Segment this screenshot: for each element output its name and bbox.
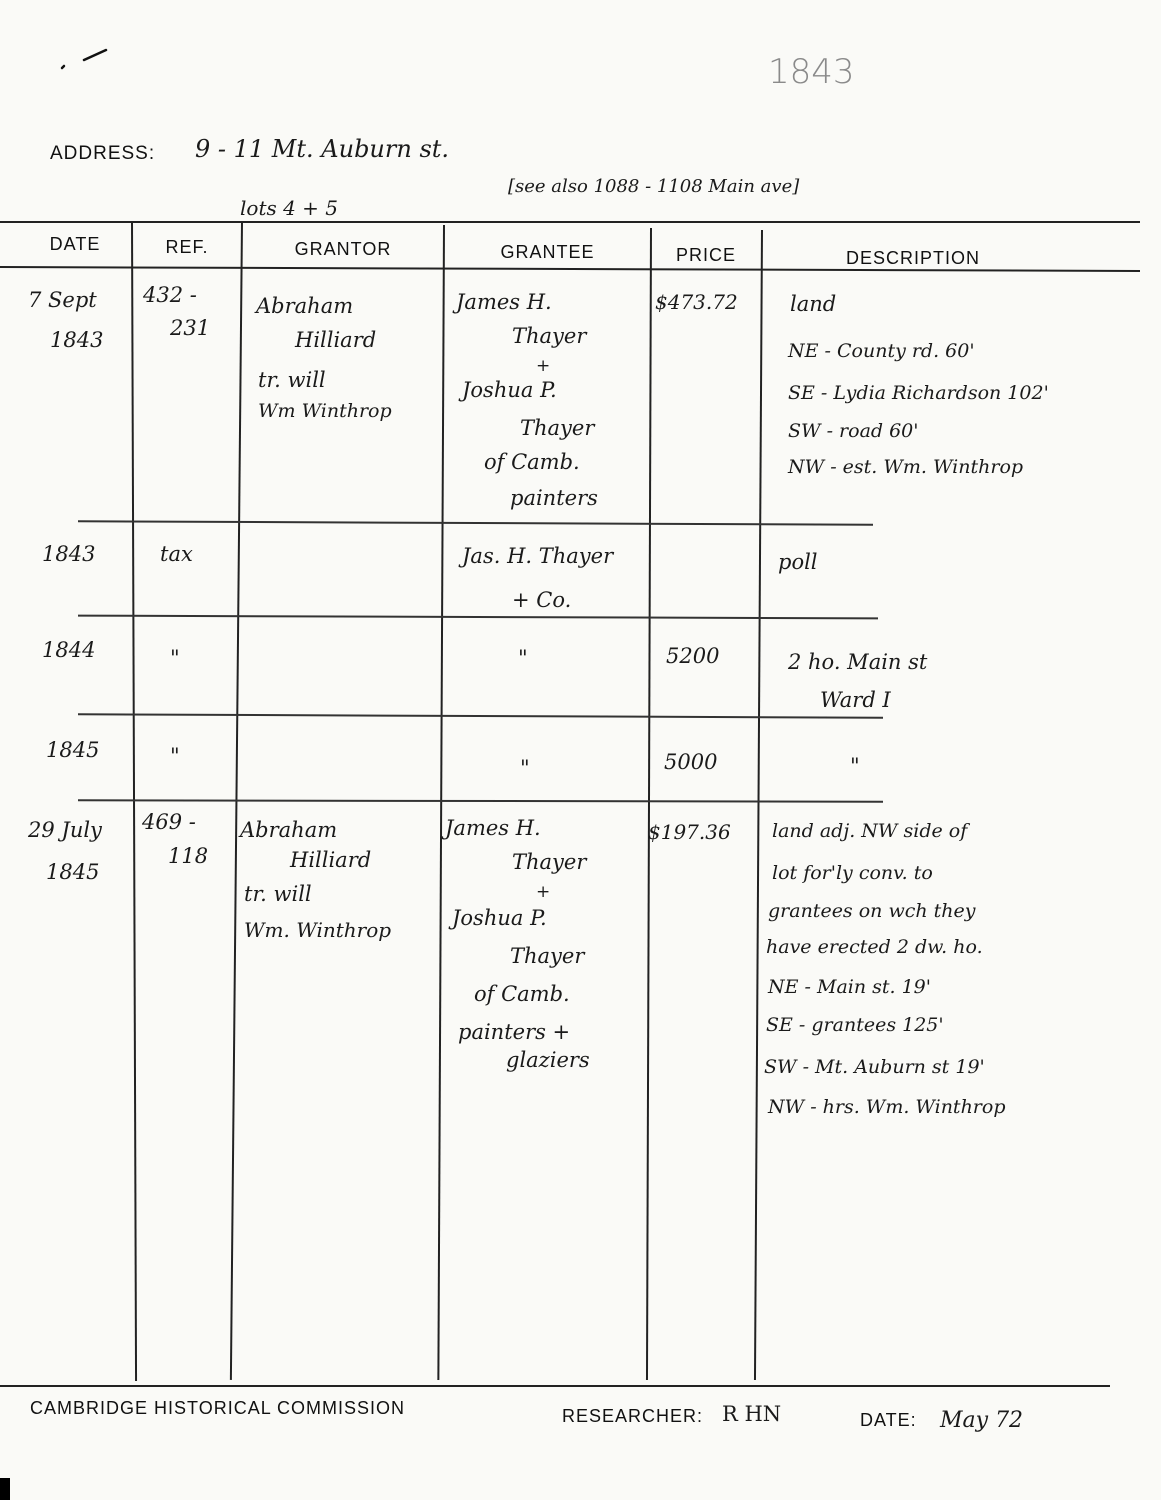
row-separator <box>78 799 883 802</box>
row-grantor-line: Hilliard <box>295 328 377 352</box>
lots-note: lots 4 + 5 <box>240 196 339 220</box>
row-separator <box>78 713 883 718</box>
col-divider-4 <box>646 228 652 1380</box>
header-price: PRICE <box>675 245 736 265</box>
researcher-value: R HN <box>722 1402 782 1426</box>
row-separator <box>78 520 873 525</box>
date-value: May 72 <box>940 1408 1024 1433</box>
row-description-line: NW - hrs. Wm. Winthrop <box>768 1096 1006 1118</box>
row-description-line: NE - Main st. 19' <box>768 976 931 998</box>
row-grantor-line: tr. will <box>244 882 312 906</box>
row-description-line: " <box>850 754 860 778</box>
header-ref: REF. <box>165 237 209 257</box>
row-date-line: 1844 <box>42 638 96 662</box>
row-description-line: 2 ho. Main st <box>788 650 928 674</box>
row-date-line: 1845 <box>46 860 100 884</box>
row-grantee-line: painters + <box>458 1020 571 1044</box>
row-grantee-line: + Co. <box>512 588 572 612</box>
col-divider-5 <box>754 230 763 1380</box>
see-also-note: [see also 1088 - 1108 Main ave] <box>508 176 800 197</box>
row-grantor-line: Wm Winthrop <box>258 400 392 422</box>
row-grantor-line: Abraham <box>256 294 354 318</box>
header-description: DESCRIPTION <box>845 248 980 268</box>
row-description-line: poll <box>778 550 818 574</box>
row-grantor-line: Hilliard <box>290 848 372 872</box>
address-label: ADDRESS: <box>50 143 156 164</box>
row-ref-line: 432 - <box>143 283 197 307</box>
row-description-line: SE - Lydia Richardson 102' <box>788 382 1049 404</box>
row-grantee-line: James H. <box>445 816 541 840</box>
row-grantee-line: Thayer <box>512 324 587 348</box>
row-grantee-line: painters <box>510 486 598 510</box>
row-ref-line: " <box>170 744 180 768</box>
footer-rule <box>0 1385 1110 1387</box>
header-grantor: GRANTOR <box>294 239 392 259</box>
row-description-line: SW - Mt. Auburn st 19' <box>764 1056 985 1078</box>
row-description-line: SW - road 60' <box>788 420 919 442</box>
row-grantor-line: Wm. Winthrop <box>244 918 392 942</box>
header-date: DATE <box>49 234 101 254</box>
date-label: DATE: <box>860 1410 917 1430</box>
row-grantee-line: of Camb. <box>484 450 580 474</box>
row-description-line: NE - County rd. 60' <box>788 340 975 362</box>
row-description-line: have erected 2 dw. ho. <box>766 936 983 958</box>
row-description-line: lot for'ly conv. to <box>772 862 933 884</box>
row-description-line: land adj. NW side of <box>772 820 968 842</box>
commission-name: CAMBRIDGE HISTORICAL COMMISSION <box>30 1398 406 1418</box>
row-date-line: 1845 <box>46 738 100 762</box>
row-ref-line: 231 <box>170 316 211 340</box>
row-price: $197.36 <box>648 820 731 844</box>
row-grantee-line: Joshua P. <box>452 906 547 930</box>
header-grantee: GRANTEE <box>500 242 595 262</box>
row-description-line: Ward I <box>820 688 891 712</box>
row-date-line: 7 Sept <box>28 288 97 312</box>
row-grantee-line: " <box>520 756 530 780</box>
row-grantee-line: + <box>536 882 551 902</box>
row-grantee-line: Thayer <box>512 850 587 874</box>
row-ref-line: " <box>170 646 180 670</box>
row-grantee-line: Jas. H. Thayer <box>462 544 614 568</box>
row-ref-line: 118 <box>168 844 209 868</box>
researcher-label: RESEARCHER: <box>562 1406 704 1426</box>
row-grantor-line: Abraham <box>240 818 338 842</box>
pen-mark <box>58 44 108 74</box>
row-grantee-line: glaziers <box>506 1048 590 1072</box>
row-grantee-line: " <box>518 646 528 670</box>
row-date-line: 1843 <box>42 542 96 566</box>
row-description-line: SE - grantees 125' <box>766 1014 944 1036</box>
row-description-line: grantees on wch they <box>768 900 976 922</box>
row-ref-line: 469 - <box>142 810 196 834</box>
row-description-line: land <box>790 292 837 316</box>
row-grantee-line: of Camb. <box>474 982 570 1006</box>
row-description-line: NW - est. Wm. Winthrop <box>788 456 1024 478</box>
year-note: 1843 <box>768 52 855 92</box>
table-top-border <box>0 221 1140 223</box>
row-date-line: 1843 <box>50 328 104 352</box>
row-grantee-line: James H. <box>456 290 552 314</box>
row-grantee-line: Joshua P. <box>462 378 557 402</box>
row-price: 5000 <box>664 750 718 774</box>
row-grantee-line: Thayer <box>510 944 585 968</box>
row-ref-line: tax <box>160 542 193 566</box>
row-price: $473.72 <box>655 290 738 314</box>
col-divider-1 <box>131 221 137 1381</box>
corner-mark <box>0 1478 10 1500</box>
address-value: 9 - 11 Mt. Auburn st. <box>195 135 450 163</box>
row-grantor-line: tr. will <box>258 368 326 392</box>
col-divider-3 <box>437 225 445 1380</box>
row-price: 5200 <box>666 644 720 668</box>
row-grantee-line: Thayer <box>520 416 595 440</box>
row-date-line: 29 July <box>28 818 102 842</box>
row-grantee-line: + <box>536 356 551 376</box>
